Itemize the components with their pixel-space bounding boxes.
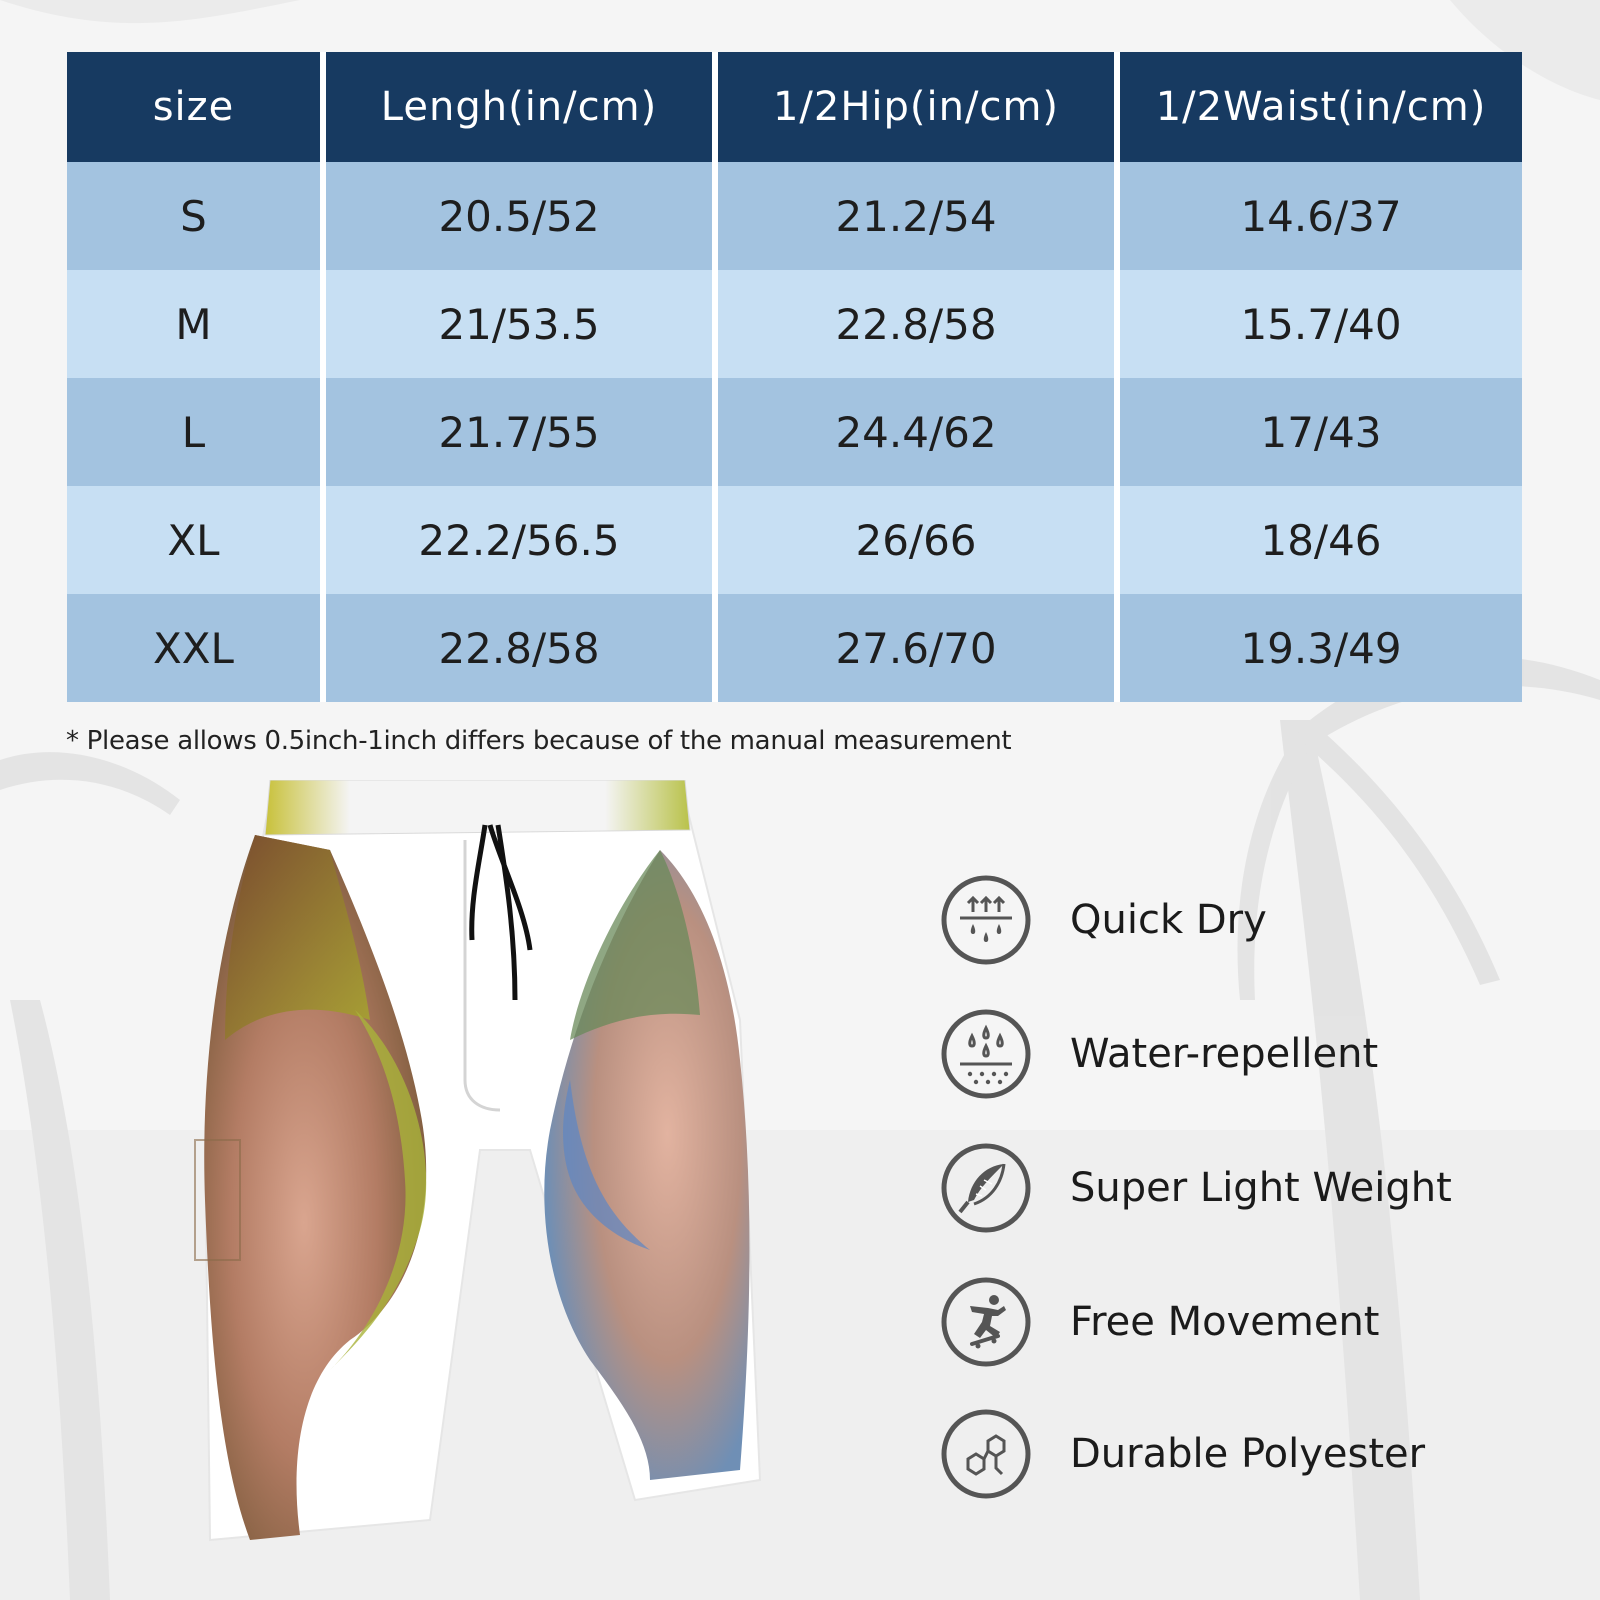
size-cell: S bbox=[67, 162, 326, 270]
measurement-note: * Please allows 0.5inch-1inch differs because of the manual measurement bbox=[66, 726, 1012, 756]
feature-durable-polyester bbox=[940, 1406, 1540, 1502]
table-row bbox=[67, 486, 1522, 594]
waist-cell: 17/43 bbox=[1120, 378, 1522, 486]
size-cell: XXL bbox=[67, 594, 326, 702]
quick-dry-icon bbox=[940, 874, 1032, 966]
feature-label: Super Light Weight bbox=[1070, 1165, 1452, 1211]
waist-cell: 14.6/37 bbox=[1120, 162, 1522, 270]
feature-label: Quick Dry bbox=[1070, 897, 1267, 943]
waist-cell: 15.7/40 bbox=[1120, 270, 1522, 378]
skateboarder-icon bbox=[940, 1276, 1032, 1368]
feature-label: Durable Polyester bbox=[1070, 1431, 1426, 1477]
hip-cell: 27.6/70 bbox=[718, 594, 1120, 702]
table-row bbox=[67, 162, 1522, 270]
feature-label: Water-repellent bbox=[1070, 1031, 1379, 1077]
header-length: Lengh(in/cm) bbox=[326, 52, 718, 162]
table-row bbox=[67, 594, 1522, 702]
hip-cell: 24.4/62 bbox=[718, 378, 1120, 486]
feather-icon bbox=[940, 1142, 1032, 1234]
board-shorts-image bbox=[180, 780, 790, 1590]
size-cell: XL bbox=[67, 486, 326, 594]
hip-cell: 26/66 bbox=[718, 486, 1120, 594]
header-half-hip: 1/2Hip(in/cm) bbox=[718, 52, 1120, 162]
table-row bbox=[67, 378, 1522, 486]
size-cell: L bbox=[67, 378, 326, 486]
feature-quick-dry bbox=[940, 872, 1540, 968]
size-chart-header-row bbox=[67, 52, 1522, 162]
length-cell: 22.2/56.5 bbox=[326, 486, 718, 594]
hip-cell: 22.8/58 bbox=[718, 270, 1120, 378]
feature-free-movement bbox=[940, 1274, 1540, 1370]
table-row bbox=[67, 270, 1522, 378]
waist-cell: 18/46 bbox=[1120, 486, 1522, 594]
size-cell: M bbox=[67, 270, 326, 378]
length-cell: 21.7/55 bbox=[326, 378, 718, 486]
hexagon-molecule-icon bbox=[940, 1408, 1032, 1500]
header-half-waist: 1/2Waist(in/cm) bbox=[1120, 52, 1522, 162]
size-chart-table bbox=[67, 52, 1522, 702]
header-size: size bbox=[67, 52, 326, 162]
feature-label: Free Movement bbox=[1070, 1299, 1380, 1345]
length-cell: 22.8/58 bbox=[326, 594, 718, 702]
length-cell: 20.5/52 bbox=[326, 162, 718, 270]
length-cell: 21/53.5 bbox=[326, 270, 718, 378]
feature-water-repellent bbox=[940, 1006, 1540, 1102]
hip-cell: 21.2/54 bbox=[718, 162, 1120, 270]
feature-light-weight bbox=[940, 1140, 1540, 1236]
water-repellent-icon bbox=[940, 1008, 1032, 1100]
waist-cell: 19.3/49 bbox=[1120, 594, 1522, 702]
